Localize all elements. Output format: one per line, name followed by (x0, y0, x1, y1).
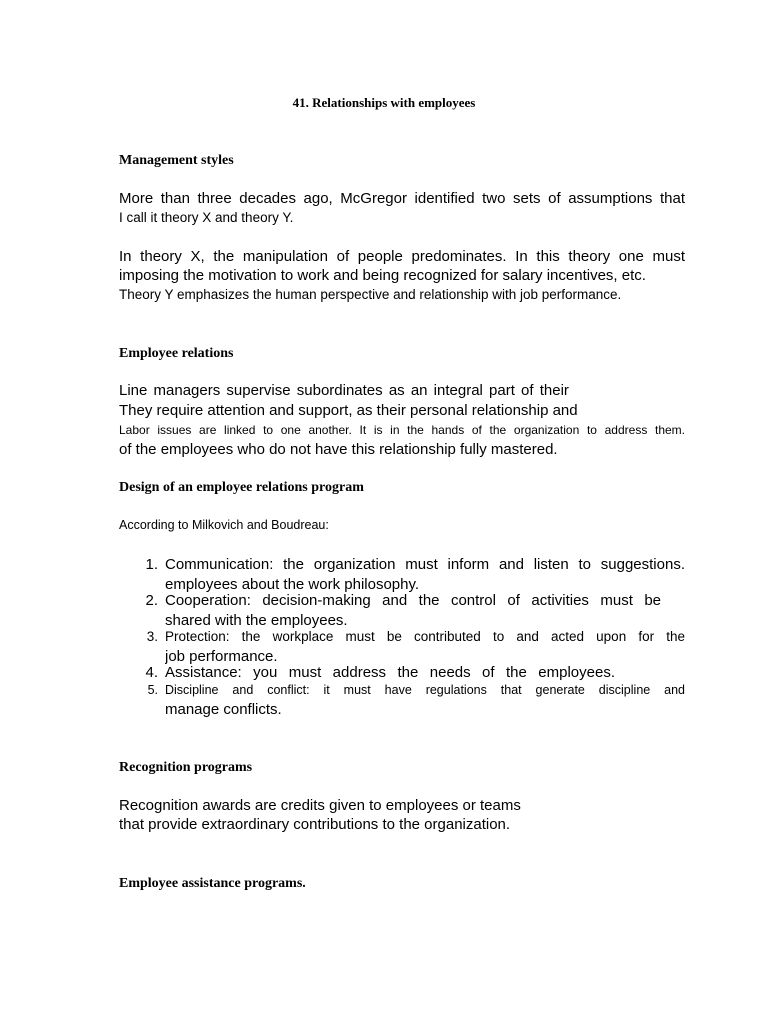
list-item-number: 4. (145, 664, 158, 681)
list-item-continuation: shared with the employees. (165, 612, 348, 629)
paragraph-line: of the employees who do not have this relationship fully mastered. (119, 441, 558, 458)
intro-text: According to Milkovich and Boudreau: (119, 518, 329, 532)
section-heading-assistance-programs: Employee assistance programs. (119, 876, 306, 891)
paragraph-line: Recognition awards are credits given to employees or teams (119, 797, 521, 814)
paragraph-line: More than three decades ago, McGregor identified two sets of assumptions that (119, 190, 685, 207)
paragraph-line: I call it theory X and theory Y. (119, 210, 294, 225)
list-item-number: 3. (146, 629, 158, 644)
section-heading-employee-relations: Employee relations (119, 346, 234, 361)
list-item: Discipline and conflict: it must have regulations that generate discipline and (165, 683, 685, 697)
document-title: 41. Relationships with employees (292, 95, 476, 110)
list-item: Assistance: you must address the needs of the employees. (165, 664, 615, 681)
paragraph-line: In theory X, the manipulation of people predominates. In this theory one must (119, 248, 685, 265)
list-item-continuation: employees about the work philosophy. (165, 576, 420, 593)
paragraph-line: They require attention and support, as their personal relationship and (119, 402, 578, 419)
list-item-continuation: job performance. (165, 648, 278, 665)
paragraph-line: Labor issues are linked to one another. It is in the hands of the organization to address them. (119, 423, 685, 437)
list-item-number: 2. (145, 592, 158, 609)
paragraph-line: that provide extraordinary contributions to the organization. (119, 816, 511, 833)
list-item-number: 5. (147, 683, 158, 697)
section-heading-recognition: Recognition programs (119, 760, 253, 775)
list-item-number: 1. (145, 556, 158, 573)
paragraph-line: imposing the motivation to work and being recognized for salary incentives, etc. (119, 267, 646, 284)
section-heading-management-styles: Management styles (119, 153, 234, 168)
list-item: Communication: the organization must inform and listen to suggestions. (165, 556, 685, 573)
paragraph-line: Line managers supervise subordinates as an integral part of their (119, 382, 569, 399)
section-heading-program-design: Design of an employee relations program (119, 480, 364, 495)
list-item: Cooperation: decision-making and the control of activities must be (165, 592, 661, 609)
paragraph-line: Theory Y emphasizes the human perspective and relationship with job performance. (119, 287, 622, 302)
list-item: Protection: the workplace must be contributed to and acted upon for the (165, 629, 685, 644)
list-item-continuation: manage conflicts. (165, 701, 282, 718)
